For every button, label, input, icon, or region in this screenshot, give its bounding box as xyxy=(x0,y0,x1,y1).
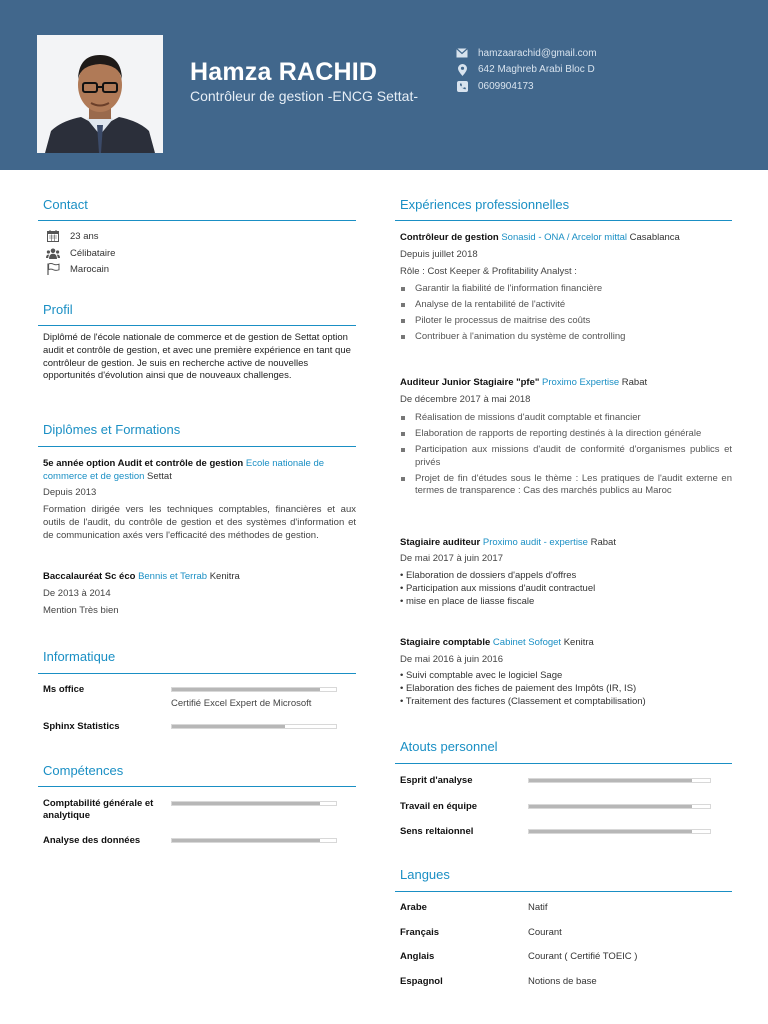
experience-heading xyxy=(400,231,732,244)
experience-city: Rabat xyxy=(590,537,616,548)
diploma-mention: Mention Très bien xyxy=(43,605,119,616)
language-level: Natif xyxy=(528,902,548,913)
section-divider xyxy=(395,891,732,892)
experience-period: Depuis juillet 2018 xyxy=(400,249,478,260)
atout-label: Travail en équipe xyxy=(400,801,478,812)
diploma-city: Kenitra xyxy=(209,571,240,582)
email-line[interactable] xyxy=(456,45,597,62)
phone-text: 0609904173 xyxy=(478,80,534,92)
map-pin-icon xyxy=(456,64,468,76)
skill-level-fill xyxy=(172,839,320,842)
age-row xyxy=(46,230,99,242)
status-text: Célibataire xyxy=(70,247,116,259)
list-item: Elaboration de rapports de reporting destinés à la direction générale xyxy=(400,428,732,441)
skill-label: Sphinx Statistics xyxy=(43,721,120,732)
language-name: Anglais xyxy=(400,951,435,962)
language-name: Français xyxy=(400,927,440,938)
flag-icon xyxy=(46,263,60,275)
section-divider xyxy=(38,673,356,674)
diploma-heading xyxy=(43,457,356,483)
experience-city: Rabat xyxy=(621,377,648,388)
atout-level-bar xyxy=(528,829,711,834)
experience-role: Contrôleur de gestion xyxy=(400,232,499,243)
experience-heading xyxy=(400,536,732,549)
nationality-text: Marocain xyxy=(70,263,110,275)
diploma-heading xyxy=(43,570,356,583)
list-item: • Elaboration de dossiers d'appels d'offres xyxy=(400,570,577,581)
list-item: Garantir la fiabilité de l'information financière xyxy=(400,283,732,296)
section-title-langues: Langues xyxy=(400,867,450,882)
section-divider xyxy=(38,786,356,787)
language-level: Notions de base xyxy=(528,976,597,987)
experience-role: Stagiaire auditeur xyxy=(400,537,481,548)
section-title-informatique: Informatique xyxy=(43,649,116,664)
experience-lines xyxy=(400,569,732,608)
nationality-row xyxy=(46,263,109,275)
language-level: Courant xyxy=(528,927,562,938)
section-divider xyxy=(395,220,732,221)
phone-icon xyxy=(456,80,468,92)
phone-line[interactable] xyxy=(456,78,597,95)
list-item: • Suivi comptable avec le logiciel Sage xyxy=(400,670,563,681)
language-name: Arabe xyxy=(400,902,427,913)
experience-heading xyxy=(400,376,732,389)
users-icon xyxy=(46,247,60,259)
experience-company-link[interactable]: Proximo audit - expertise xyxy=(482,537,588,548)
skill-label: Ms office xyxy=(43,684,85,695)
status-row xyxy=(46,247,115,259)
age-text: 23 ans xyxy=(70,230,99,242)
skill-level-bar xyxy=(171,838,337,843)
diploma-period: De 2013 à 2014 xyxy=(43,588,111,599)
experience-city: Kenitra xyxy=(563,637,594,648)
list-item: Contribuer à l'animation du système de controlling xyxy=(400,331,732,344)
atout-level-fill xyxy=(529,779,692,782)
experience-subtitle: Rôle : Cost Keeper & Profitability Analyst : xyxy=(400,266,577,277)
experience-company-link[interactable]: Sonasid - ONA / Arcelor mittal xyxy=(501,232,628,243)
atout-level-bar xyxy=(528,778,711,783)
header-contacts xyxy=(456,45,597,95)
list-item: • Traitement des factures (Classement et comptabilisation) xyxy=(400,696,646,707)
skill-label: Analyse des données xyxy=(43,835,141,846)
skill-level-bar xyxy=(171,687,337,692)
section-title-diplomes: Diplômes et Formations xyxy=(43,422,181,437)
list-item: • Participation aux missions d'audit contractuel xyxy=(400,583,596,594)
diploma-period: Depuis 2013 xyxy=(43,487,97,498)
envelope-icon xyxy=(456,47,468,59)
section-divider xyxy=(38,220,356,221)
experience-role: Auditeur Junior Stagiaire "pfe" xyxy=(400,377,540,388)
language-name: Espagnol xyxy=(400,976,443,987)
atout-level-bar xyxy=(528,804,711,809)
section-divider xyxy=(38,446,356,447)
language-level: Courant ( Certifié TOEIC ) xyxy=(528,951,638,962)
skill-label: Comptabilité générale et analytique xyxy=(43,798,154,821)
calendar-icon xyxy=(46,230,60,242)
skill-level-fill xyxy=(172,802,320,805)
experience-period: De mai 2016 à juin 2016 xyxy=(400,654,503,665)
list-item: • mise en place de liasse fiscale xyxy=(400,596,535,607)
experience-heading xyxy=(400,636,732,649)
section-title-atouts: Atouts personnel xyxy=(400,739,498,754)
section-divider xyxy=(38,325,356,326)
list-item: Réalisation de missions d'audit comptable et financier xyxy=(400,412,732,425)
profile-photo xyxy=(37,35,163,153)
candidate-title: Contrôleur de gestion -ENCG Settat- xyxy=(190,88,418,104)
experience-company-link[interactable]: Cabinet Sofoget xyxy=(492,637,562,648)
diploma-description: Formation dirigée vers les techniques comptables, financières et aux outils de l'audit, du contrôle de gestion et des systèmes d'information et de communication axés vers l'efficacité des méthodes de gestion. xyxy=(43,504,356,541)
skill-level-fill xyxy=(172,725,285,728)
profil-text: Diplômé de l'école nationale de commerce et de gestion de Settat option audit et contrôle de gestion, et avec une première expérience en tant que contrôleur de gestion. Je suis en recherche active de nouvelles opportunités d'évolution ainsi que de nouveaux challenges. xyxy=(43,332,351,382)
experience-role: Stagiaire comptable xyxy=(400,637,491,648)
experience-lines xyxy=(400,669,732,708)
address-text: 642 Maghreb Arabi Bloc D xyxy=(478,64,595,76)
experience-company-link[interactable]: Proximo Expertise xyxy=(542,377,620,388)
atout-level-fill xyxy=(529,830,692,833)
list-item: Participation aux missions d'audit de conformité d'organismes publics et privés xyxy=(400,444,732,469)
section-title-experiences: Expériences professionnelles xyxy=(400,197,570,212)
list-item: • Elaboration des fiches de paiement des Impôts (IR, IS) xyxy=(400,683,637,694)
section-divider xyxy=(395,763,732,764)
section-title-profil: Profil xyxy=(43,302,73,317)
address-line xyxy=(456,62,597,79)
skill-level-fill xyxy=(172,688,320,691)
list-item: Analyse de la rentabilité de l'activité xyxy=(400,299,732,312)
candidate-name: Hamza RACHID xyxy=(190,58,378,86)
diploma-degree: 5e année option Audit et contrôle de gestion xyxy=(43,458,244,469)
atout-label: Sens reltaionnel xyxy=(400,826,474,837)
experience-period: De décembre 2017 à mai 2018 xyxy=(400,394,531,405)
experience-bullets xyxy=(400,412,732,501)
section-title-competences: Compétences xyxy=(43,763,124,778)
section-title-contact: Contact xyxy=(43,197,88,212)
skill-level-bar xyxy=(171,801,337,806)
experience-city: Casablanca xyxy=(629,232,680,243)
header-banner xyxy=(0,0,768,170)
email-text: hamzaarachid@gmail.com xyxy=(478,47,597,59)
list-item: Piloter le processus de maitrise des coûts xyxy=(400,315,732,328)
diploma-degree: Baccalauréat Sc éco xyxy=(43,571,136,582)
experience-bullets xyxy=(400,283,732,347)
atout-level-fill xyxy=(529,805,692,808)
skill-level-bar xyxy=(171,724,337,729)
list-item: Projet de fin d'études sous le thème : Les pratiques de l'audit externe en termes de transparence : Cas des marchés publics au Maroc xyxy=(400,473,732,498)
diploma-school-link[interactable]: Ecole nationale de commerce et de gestion xyxy=(43,458,325,482)
diploma-school-link[interactable]: Bennis et Terrab xyxy=(138,571,208,582)
skill-note: Certifié Excel Expert de Microsoft xyxy=(171,698,312,709)
atout-label: Esprit d'analyse xyxy=(400,775,473,786)
diploma-city: Settat xyxy=(147,471,172,482)
experience-period: De mai 2017 à juin 2017 xyxy=(400,553,503,564)
